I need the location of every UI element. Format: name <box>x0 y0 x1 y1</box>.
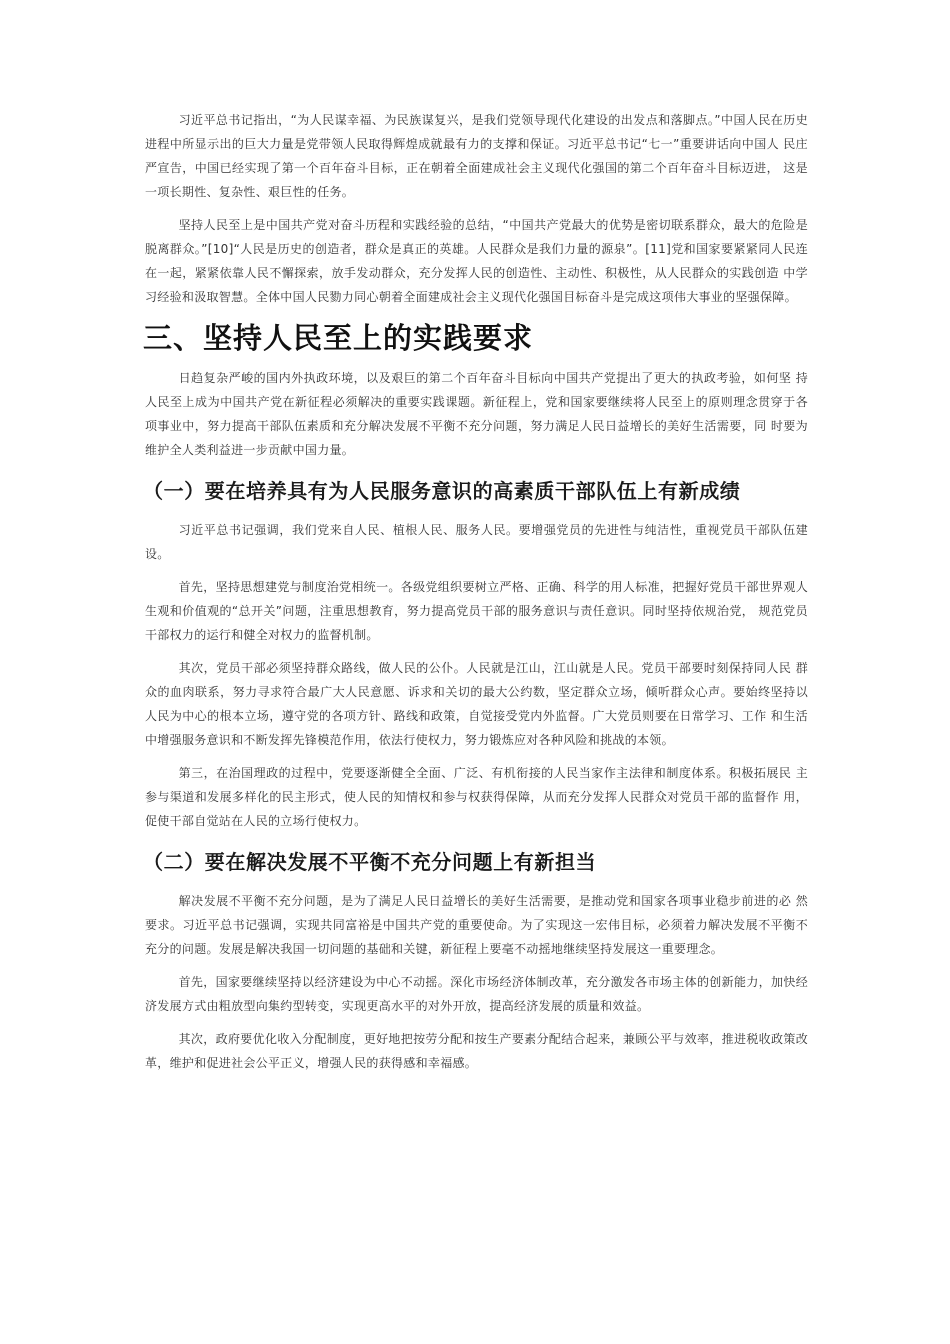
sub1-paragraph-3: 其次，党员干部必须坚持群众路线，做人民的公仆。人民就是江山，江山就是人民。党员干部要时刻保持同人民 群众的血肉联系，努力寻求符合最广大人民意愿、诉求和关切的最大公约数，坚定群众立场，倾听群众心声。要始终坚持以人民为中心的根本立场，遵守党的各项方针、路线和政策，自觉接受党内外监督。广大党员则要在日常学习、工作 和生活中增强服务意识和不断发挥先锋模范作用，依法行使权力，努力锻炼应对各种风险和挑战的本领。 <box>145 661 808 747</box>
sub2-paragraph-2: 首先，国家要继续坚持以经济建设为中心不动摇。深化市场经济体制改革，充分激发各市场主体的创新能力，加快经济发展方式由粗放型向集约型转变，实现更高水平的对外开放，提高经济发展的质量和效益。 <box>145 975 808 1013</box>
sub2-paragraph-1: 解决发展不平衡不充分问题，是为了满足人民日益增长的美好生活需要，是推动党和国家各项事业稳步前进的必 然要求。习近平总书记强调，实现共同富裕是中国共产党的重要使命。为了实现这一宏伟目标，必须着力解决发展不平衡不充分的问题。发展是解决我国一切问题的基础和关键，新征程上要毫不动摇地继续坚持发展这一重要理念。 <box>145 894 808 956</box>
subsection-heading-1: （一）要在培养具有为人民服务意识的高素质干部队伍上有新成绩 <box>143 479 741 503</box>
sub2-paragraph-3: 其次，政府要优化收入分配制度，更好地把按劳分配和按生产要素分配结合起来，兼顾公平与效率，推进税收政策改革，维护和促进社会公平正义，增强人民的获得感和幸福感。 <box>145 1032 808 1070</box>
document-page <box>145 108 808 1084</box>
paragraph-intro-2: 坚持人民至上是中国共产党对奋斗历程和实践经验的总结，“中国共产党最大的优势是密切联系群众，最大的危险是脱离群众。”[10]“人民是历史的创造者，群众是真正的英雄。人民群众是我们力量的源泉”。[11]党和国家要紧紧同人民连在一起，紧紧依靠人民不懈探索，放手发动群众，充分发挥人民的创造性、主动性、积极性，从人民群众的实践创造 中学习经验和汲取智慧。全体中国人民勠力同心朝着全面建成社会主义现代化强国目标奋斗是完成这项伟大事业的坚强保障。 <box>145 218 808 304</box>
sub1-paragraph-4: 第三，在治国理政的过程中，党要逐渐健全全面、广泛、有机衔接的人民当家作主法律和制度体系。积极拓展民 主参与渠道和发展多样化的民主形式，使人民的知情权和参与权获得保障，从而充分发挥人民群众对党员干部的监督作 用，促使干部自觉站在人民的立场行使权力。 <box>145 766 808 828</box>
sub1-paragraph-2: 首先，坚持思想建党与制度治党相统一。各级党组织要树立严格、正确、科学的用人标准，把握好党员干部世界观人生观和价值观的“总开关”问题，注重思想教育，努力提高党员干部的服务意识与责任意识。同时坚持依规治党， 规范党员干部权力的运行和健全对权力的监督机制。 <box>145 580 808 642</box>
paragraph-intro-1: 习近平总书记指出，“为人民谋幸福、为民族谋复兴，是我们党领导现代化建设的出发点和落脚点。”中国人民在历史进程中所显示出的巨大力量是党带领人民取得辉煌成就最有力的支撑和保证。习近平总书记“七一”重要讲话向中国人 民庄严宣告，中国已经实现了第一个百年奋斗目标，正在朝着全面建成社会主义现代化强国的第二个百年奋斗目标迈进， 这是一项长期性、复杂性、艰巨性的任务。 <box>145 113 808 199</box>
sub1-paragraph-1: 习近平总书记强调，我们党来自人民、植根人民、服务人民。要增强党员的先进性与纯洁性，重视党员干部队伍建设。 <box>145 523 808 561</box>
subsection-heading-2: （二）要在解决发展不平衡不充分问题上有新担当 <box>143 850 597 874</box>
section-heading-3: 三、坚持人民至上的实践要求 <box>143 321 534 355</box>
section-3-intro: 日趋复杂严峻的国内外执政环境，以及艰巨的第二个百年奋斗目标向中国共产党提出了更大的执政考验，如何坚 持人民至上成为中国共产党在新征程必须解决的重要实践课题。新征程上，党和国家要继续将人民至上的原则理念贯穿于各项事业中，努力提高干部队伍素质和充分解决发展不平衡不充分问题，努力满足人民日益增长的美好生活需要，同 时要为维护全人类利益进一步贡献中国力量。 <box>145 371 808 457</box>
